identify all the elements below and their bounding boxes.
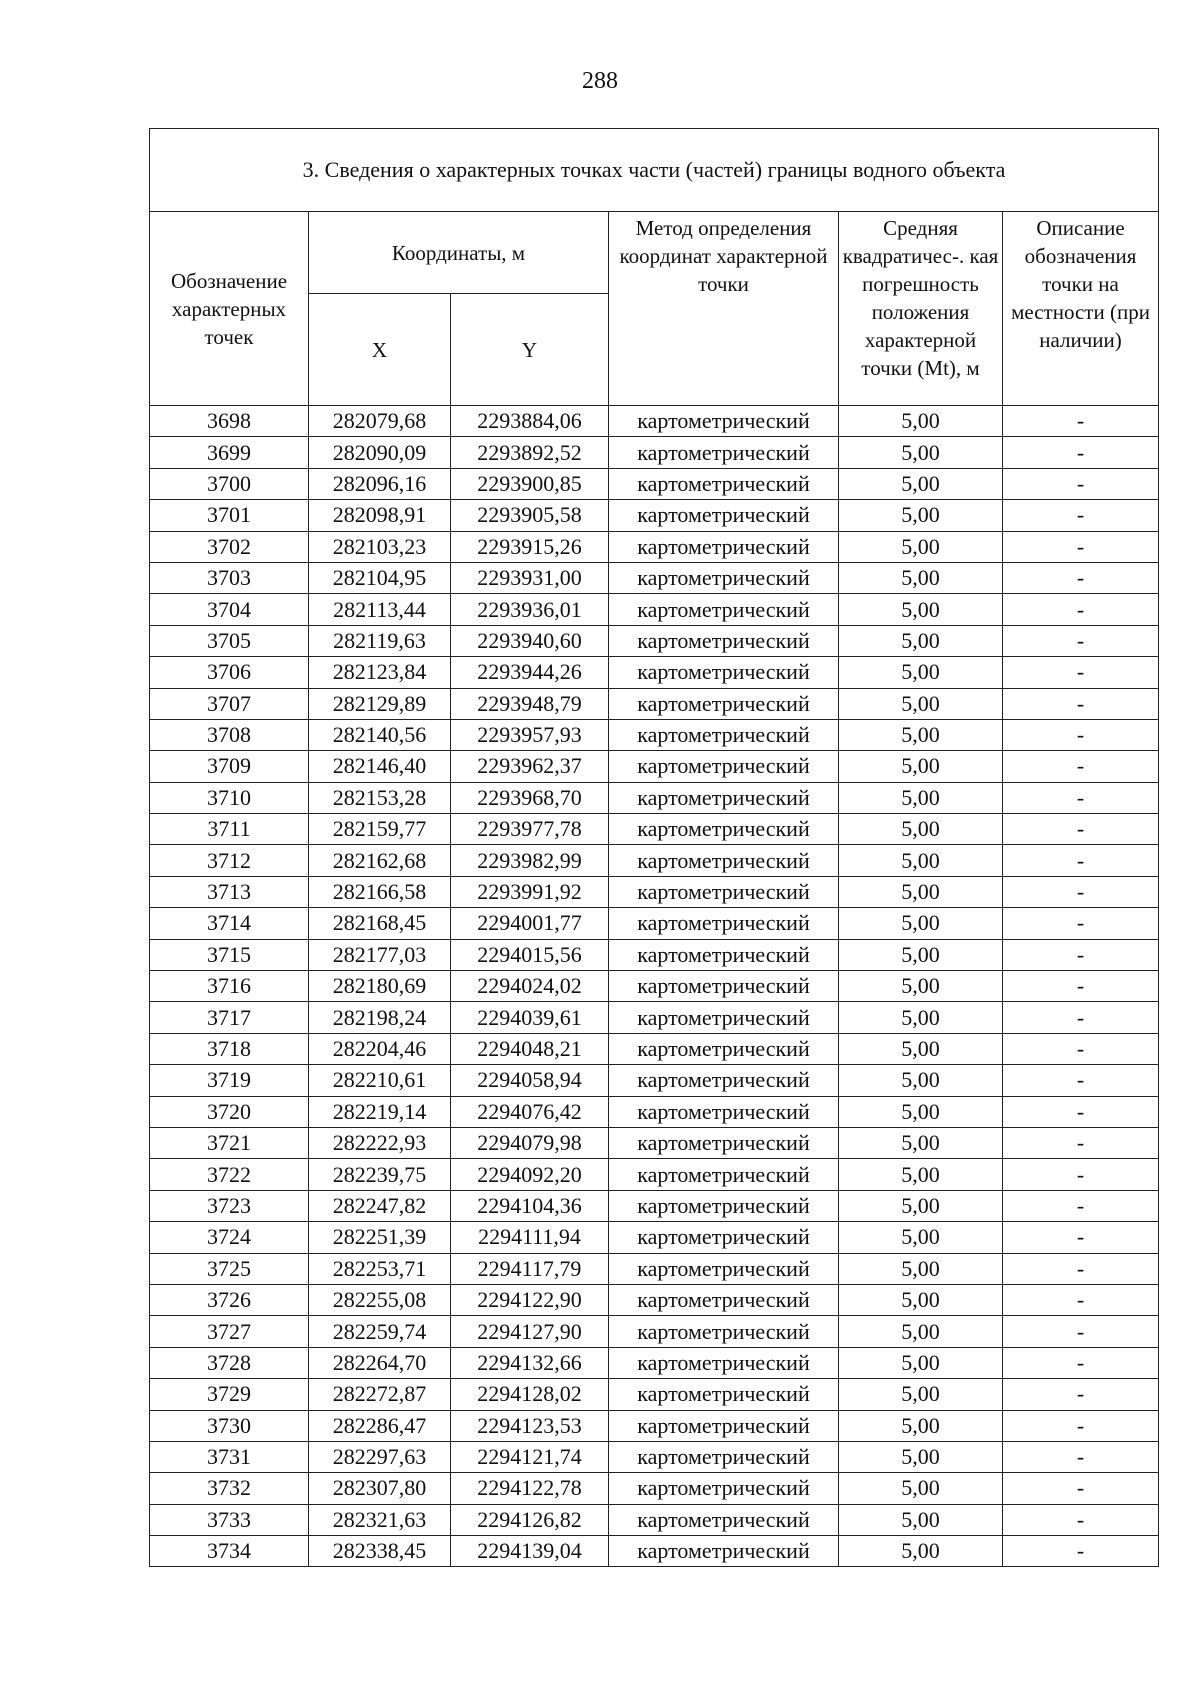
- x-coordinate-cell: 282204,46: [309, 1033, 451, 1064]
- description-cell: -: [1003, 1002, 1159, 1033]
- y-coordinate-cell: 2293991,92: [451, 876, 609, 907]
- x-coordinate-cell: 282103,23: [309, 531, 451, 562]
- point-name-cell: 3728: [150, 1347, 309, 1378]
- method-cell: картометрический: [609, 1504, 839, 1535]
- table-row: [150, 939, 1159, 970]
- point-name-cell: 3726: [150, 1284, 309, 1315]
- error-cell: 5,00: [839, 500, 1003, 531]
- error-cell: 5,00: [839, 1253, 1003, 1284]
- method-cell: картометрический: [609, 1033, 839, 1064]
- header-row-1: [150, 212, 1159, 294]
- method-cell: картометрический: [609, 1096, 839, 1127]
- error-cell: 5,00: [839, 1002, 1003, 1033]
- method-cell: картометрический: [609, 1473, 839, 1504]
- x-coordinate-cell: 282222,93: [309, 1127, 451, 1158]
- description-cell: -: [1003, 562, 1159, 593]
- y-coordinate-cell: 2293940,60: [451, 625, 609, 656]
- point-name-cell: 3730: [150, 1410, 309, 1441]
- error-cell: 5,00: [839, 1096, 1003, 1127]
- table-row: [150, 657, 1159, 688]
- description-cell: -: [1003, 1284, 1159, 1315]
- method-cell: картометрический: [609, 1284, 839, 1315]
- x-coordinate-cell: 282321,63: [309, 1504, 451, 1535]
- y-coordinate-cell: 2293905,58: [451, 500, 609, 531]
- method-cell: картометрический: [609, 1379, 839, 1410]
- x-coordinate-cell: 282166,58: [309, 876, 451, 907]
- error-cell: 5,00: [839, 1441, 1003, 1472]
- table-row: [150, 1473, 1159, 1504]
- method-cell: картометрический: [609, 751, 839, 782]
- description-cell: -: [1003, 1253, 1159, 1284]
- error-cell: 5,00: [839, 1222, 1003, 1253]
- description-cell: -: [1003, 1222, 1159, 1253]
- header-error: Средняя квадратичес-. кая погрешность положения характерной точки (Mt), м: [839, 212, 1003, 406]
- point-name-cell: 3708: [150, 719, 309, 750]
- x-coordinate-cell: 282168,45: [309, 908, 451, 939]
- point-name-cell: 3716: [150, 971, 309, 1002]
- table-row: [150, 500, 1159, 531]
- x-coordinate-cell: 282219,14: [309, 1096, 451, 1127]
- y-coordinate-cell: 2293982,99: [451, 845, 609, 876]
- method-cell: картометрический: [609, 531, 839, 562]
- header-method: Метод определения координат характерной точки: [609, 212, 839, 406]
- point-name-cell: 3724: [150, 1222, 309, 1253]
- y-coordinate-cell: 2293957,93: [451, 719, 609, 750]
- y-coordinate-cell: 2294048,21: [451, 1033, 609, 1064]
- point-name-cell: 3714: [150, 908, 309, 939]
- method-cell: картометрический: [609, 1347, 839, 1378]
- y-coordinate-cell: 2294123,53: [451, 1410, 609, 1441]
- error-cell: 5,00: [839, 719, 1003, 750]
- error-cell: 5,00: [839, 531, 1003, 562]
- table-title: 3. Сведения о характерных точках части (частей) границы водного объекта: [150, 129, 1159, 212]
- method-cell: картометрический: [609, 1222, 839, 1253]
- method-cell: картометрический: [609, 500, 839, 531]
- y-coordinate-cell: 2294139,04: [451, 1536, 609, 1567]
- table-row: [150, 1159, 1159, 1190]
- description-cell: -: [1003, 845, 1159, 876]
- error-cell: 5,00: [839, 437, 1003, 468]
- method-cell: картометрический: [609, 1441, 839, 1472]
- point-name-cell: 3725: [150, 1253, 309, 1284]
- x-coordinate-cell: 282259,74: [309, 1316, 451, 1347]
- description-cell: -: [1003, 1473, 1159, 1504]
- point-name-cell: 3718: [150, 1033, 309, 1064]
- table-row: [150, 468, 1159, 499]
- x-coordinate-cell: 282140,56: [309, 719, 451, 750]
- point-name-cell: 3707: [150, 688, 309, 719]
- table-row: [150, 594, 1159, 625]
- error-cell: 5,00: [839, 971, 1003, 1002]
- y-coordinate-cell: 2294117,79: [451, 1253, 609, 1284]
- point-name-cell: 3700: [150, 468, 309, 499]
- error-cell: 5,00: [839, 814, 1003, 845]
- error-cell: 5,00: [839, 1473, 1003, 1504]
- error-cell: 5,00: [839, 1127, 1003, 1158]
- x-coordinate-cell: 282104,95: [309, 562, 451, 593]
- point-name-cell: 3706: [150, 657, 309, 688]
- table-header: [150, 129, 1159, 406]
- x-coordinate-cell: 282146,40: [309, 751, 451, 782]
- point-name-cell: 3727: [150, 1316, 309, 1347]
- description-cell: -: [1003, 1159, 1159, 1190]
- method-cell: картометрический: [609, 406, 839, 437]
- table-row: [150, 1410, 1159, 1441]
- table-row: [150, 1536, 1159, 1567]
- points-table: [149, 128, 1159, 1567]
- description-cell: -: [1003, 1536, 1159, 1567]
- y-coordinate-cell: 2294128,02: [451, 1379, 609, 1410]
- error-cell: 5,00: [839, 1159, 1003, 1190]
- point-name-cell: 3699: [150, 437, 309, 468]
- description-cell: -: [1003, 876, 1159, 907]
- table-row: [150, 1190, 1159, 1221]
- method-cell: картометрический: [609, 908, 839, 939]
- description-cell: -: [1003, 1379, 1159, 1410]
- x-coordinate-cell: 282272,87: [309, 1379, 451, 1410]
- error-cell: 5,00: [839, 1504, 1003, 1535]
- error-cell: 5,00: [839, 845, 1003, 876]
- description-cell: -: [1003, 531, 1159, 562]
- point-name-cell: 3722: [150, 1159, 309, 1190]
- x-coordinate-cell: 282129,89: [309, 688, 451, 719]
- x-coordinate-cell: 282113,44: [309, 594, 451, 625]
- table-row: [150, 845, 1159, 876]
- x-coordinate-cell: 282180,69: [309, 971, 451, 1002]
- x-coordinate-cell: 282123,84: [309, 657, 451, 688]
- description-cell: -: [1003, 1441, 1159, 1472]
- description-cell: -: [1003, 688, 1159, 719]
- method-cell: картометрический: [609, 594, 839, 625]
- title-row: [150, 129, 1159, 212]
- error-cell: 5,00: [839, 939, 1003, 970]
- x-coordinate-cell: 282096,16: [309, 468, 451, 499]
- x-coordinate-cell: 282255,08: [309, 1284, 451, 1315]
- point-name-cell: 3711: [150, 814, 309, 845]
- point-name-cell: 3704: [150, 594, 309, 625]
- table-row: [150, 562, 1159, 593]
- point-name-cell: 3723: [150, 1190, 309, 1221]
- point-name-cell: 3717: [150, 1002, 309, 1033]
- method-cell: картометрический: [609, 845, 839, 876]
- description-cell: -: [1003, 782, 1159, 813]
- description-cell: -: [1003, 1096, 1159, 1127]
- description-cell: -: [1003, 1190, 1159, 1221]
- point-name-cell: 3721: [150, 1127, 309, 1158]
- method-cell: картометрический: [609, 814, 839, 845]
- y-coordinate-cell: 2293892,52: [451, 437, 609, 468]
- y-coordinate-cell: 2294127,90: [451, 1316, 609, 1347]
- point-name-cell: 3703: [150, 562, 309, 593]
- error-cell: 5,00: [839, 1033, 1003, 1064]
- description-cell: -: [1003, 939, 1159, 970]
- description-cell: -: [1003, 1504, 1159, 1535]
- header-coordinates: Координаты, м: [309, 212, 609, 294]
- method-cell: картометрический: [609, 657, 839, 688]
- description-cell: -: [1003, 594, 1159, 625]
- table-row: [150, 876, 1159, 907]
- method-cell: картометрический: [609, 876, 839, 907]
- header-description: Описание обозначения точки на местности (при наличии): [1003, 212, 1159, 406]
- description-cell: -: [1003, 468, 1159, 499]
- table-row: [150, 1065, 1159, 1096]
- description-cell: -: [1003, 657, 1159, 688]
- description-cell: -: [1003, 406, 1159, 437]
- y-coordinate-cell: 2293884,06: [451, 406, 609, 437]
- header-x: X: [309, 294, 451, 406]
- method-cell: картометрический: [609, 437, 839, 468]
- y-coordinate-cell: 2293931,00: [451, 562, 609, 593]
- y-coordinate-cell: 2294001,77: [451, 908, 609, 939]
- table-row: [150, 1253, 1159, 1284]
- table-row: [150, 688, 1159, 719]
- description-cell: -: [1003, 908, 1159, 939]
- error-cell: 5,00: [839, 1065, 1003, 1096]
- method-cell: картометрический: [609, 1002, 839, 1033]
- method-cell: картометрический: [609, 1190, 839, 1221]
- method-cell: картометрический: [609, 719, 839, 750]
- error-cell: 5,00: [839, 908, 1003, 939]
- table-row: [150, 1096, 1159, 1127]
- table-row: [150, 1347, 1159, 1378]
- point-name-cell: 3712: [150, 845, 309, 876]
- y-coordinate-cell: 2294132,66: [451, 1347, 609, 1378]
- description-cell: -: [1003, 437, 1159, 468]
- error-cell: 5,00: [839, 1379, 1003, 1410]
- x-coordinate-cell: 282198,24: [309, 1002, 451, 1033]
- table-row: [150, 437, 1159, 468]
- x-coordinate-cell: 282338,45: [309, 1536, 451, 1567]
- description-cell: -: [1003, 1065, 1159, 1096]
- error-cell: 5,00: [839, 1190, 1003, 1221]
- method-cell: картометрический: [609, 688, 839, 719]
- error-cell: 5,00: [839, 594, 1003, 625]
- point-name-cell: 3709: [150, 751, 309, 782]
- method-cell: картометрический: [609, 1536, 839, 1567]
- method-cell: картометрический: [609, 971, 839, 1002]
- description-cell: -: [1003, 719, 1159, 750]
- error-cell: 5,00: [839, 1347, 1003, 1378]
- header-y: Y: [451, 294, 609, 406]
- error-cell: 5,00: [839, 1284, 1003, 1315]
- point-name-cell: 3701: [150, 500, 309, 531]
- table-row: [150, 625, 1159, 656]
- description-cell: -: [1003, 751, 1159, 782]
- point-name-cell: 3702: [150, 531, 309, 562]
- y-coordinate-cell: 2293968,70: [451, 782, 609, 813]
- x-coordinate-cell: 282247,82: [309, 1190, 451, 1221]
- method-cell: картометрический: [609, 1065, 839, 1096]
- x-coordinate-cell: 282251,39: [309, 1222, 451, 1253]
- point-name-cell: 3710: [150, 782, 309, 813]
- y-coordinate-cell: 2294024,02: [451, 971, 609, 1002]
- y-coordinate-cell: 2293962,37: [451, 751, 609, 782]
- method-cell: картометрический: [609, 562, 839, 593]
- table-row: [150, 406, 1159, 437]
- y-coordinate-cell: 2294015,56: [451, 939, 609, 970]
- method-cell: картометрический: [609, 1410, 839, 1441]
- table-row: [150, 531, 1159, 562]
- x-coordinate-cell: 282286,47: [309, 1410, 451, 1441]
- y-coordinate-cell: 2293900,85: [451, 468, 609, 499]
- description-cell: -: [1003, 1033, 1159, 1064]
- description-cell: -: [1003, 500, 1159, 531]
- error-cell: 5,00: [839, 782, 1003, 813]
- page-number: 288: [582, 68, 618, 94]
- table-row: [150, 1316, 1159, 1347]
- table-row: [150, 1033, 1159, 1064]
- error-cell: 5,00: [839, 1410, 1003, 1441]
- x-coordinate-cell: 282090,09: [309, 437, 451, 468]
- description-cell: -: [1003, 1127, 1159, 1158]
- y-coordinate-cell: 2294111,94: [451, 1222, 609, 1253]
- method-cell: картометрический: [609, 1127, 839, 1158]
- x-coordinate-cell: 282159,77: [309, 814, 451, 845]
- point-name-cell: 3733: [150, 1504, 309, 1535]
- point-name-cell: 3715: [150, 939, 309, 970]
- table-row: [150, 751, 1159, 782]
- point-name-cell: 3719: [150, 1065, 309, 1096]
- error-cell: 5,00: [839, 406, 1003, 437]
- method-cell: картометрический: [609, 1253, 839, 1284]
- x-coordinate-cell: 282162,68: [309, 845, 451, 876]
- y-coordinate-cell: 2293948,79: [451, 688, 609, 719]
- method-cell: картометрический: [609, 1159, 839, 1190]
- error-cell: 5,00: [839, 562, 1003, 593]
- description-cell: -: [1003, 971, 1159, 1002]
- table-row: [150, 1379, 1159, 1410]
- table-row: [150, 1127, 1159, 1158]
- y-coordinate-cell: 2294104,36: [451, 1190, 609, 1221]
- y-coordinate-cell: 2294076,42: [451, 1096, 609, 1127]
- error-cell: 5,00: [839, 468, 1003, 499]
- y-coordinate-cell: 2294126,82: [451, 1504, 609, 1535]
- description-cell: -: [1003, 1316, 1159, 1347]
- error-cell: 5,00: [839, 1536, 1003, 1567]
- method-cell: картометрический: [609, 782, 839, 813]
- point-name-cell: 3732: [150, 1473, 309, 1504]
- x-coordinate-cell: 282253,71: [309, 1253, 451, 1284]
- y-coordinate-cell: 2293944,26: [451, 657, 609, 688]
- method-cell: картометрический: [609, 1316, 839, 1347]
- point-name-cell: 3731: [150, 1441, 309, 1472]
- error-cell: 5,00: [839, 657, 1003, 688]
- table-body: [150, 406, 1159, 1567]
- x-coordinate-cell: 282079,68: [309, 406, 451, 437]
- description-cell: -: [1003, 814, 1159, 845]
- table-row: [150, 782, 1159, 813]
- method-cell: картометрический: [609, 468, 839, 499]
- description-cell: -: [1003, 625, 1159, 656]
- table-row: [150, 1002, 1159, 1033]
- table-row: [150, 1441, 1159, 1472]
- description-cell: -: [1003, 1410, 1159, 1441]
- y-coordinate-cell: 2293915,26: [451, 531, 609, 562]
- y-coordinate-cell: 2294058,94: [451, 1065, 609, 1096]
- point-name-cell: 3705: [150, 625, 309, 656]
- table-row: [150, 908, 1159, 939]
- table-row: [150, 1284, 1159, 1315]
- y-coordinate-cell: 2294092,20: [451, 1159, 609, 1190]
- error-cell: 5,00: [839, 876, 1003, 907]
- x-coordinate-cell: 282297,63: [309, 1441, 451, 1472]
- x-coordinate-cell: 282177,03: [309, 939, 451, 970]
- y-coordinate-cell: 2294122,90: [451, 1284, 609, 1315]
- table-row: [150, 971, 1159, 1002]
- table-row: [150, 1504, 1159, 1535]
- method-cell: картометрический: [609, 625, 839, 656]
- point-name-cell: 3698: [150, 406, 309, 437]
- x-coordinate-cell: 282239,75: [309, 1159, 451, 1190]
- x-coordinate-cell: 282210,61: [309, 1065, 451, 1096]
- x-coordinate-cell: 282307,80: [309, 1473, 451, 1504]
- point-name-cell: 3720: [150, 1096, 309, 1127]
- error-cell: 5,00: [839, 625, 1003, 656]
- x-coordinate-cell: 282119,63: [309, 625, 451, 656]
- header-point-name: Обозначение характерных точек: [150, 212, 309, 406]
- table-row: [150, 814, 1159, 845]
- point-name-cell: 3729: [150, 1379, 309, 1410]
- y-coordinate-cell: 2294121,74: [451, 1441, 609, 1472]
- y-coordinate-cell: 2293936,01: [451, 594, 609, 625]
- point-name-cell: 3713: [150, 876, 309, 907]
- point-name-cell: 3734: [150, 1536, 309, 1567]
- x-coordinate-cell: 282264,70: [309, 1347, 451, 1378]
- y-coordinate-cell: 2294039,61: [451, 1002, 609, 1033]
- y-coordinate-cell: 2294079,98: [451, 1127, 609, 1158]
- table-row: [150, 1222, 1159, 1253]
- table-row: [150, 719, 1159, 750]
- error-cell: 5,00: [839, 751, 1003, 782]
- x-coordinate-cell: 282153,28: [309, 782, 451, 813]
- y-coordinate-cell: 2294122,78: [451, 1473, 609, 1504]
- y-coordinate-cell: 2293977,78: [451, 814, 609, 845]
- error-cell: 5,00: [839, 688, 1003, 719]
- method-cell: картометрический: [609, 939, 839, 970]
- description-cell: -: [1003, 1347, 1159, 1378]
- x-coordinate-cell: 282098,91: [309, 500, 451, 531]
- error-cell: 5,00: [839, 1316, 1003, 1347]
